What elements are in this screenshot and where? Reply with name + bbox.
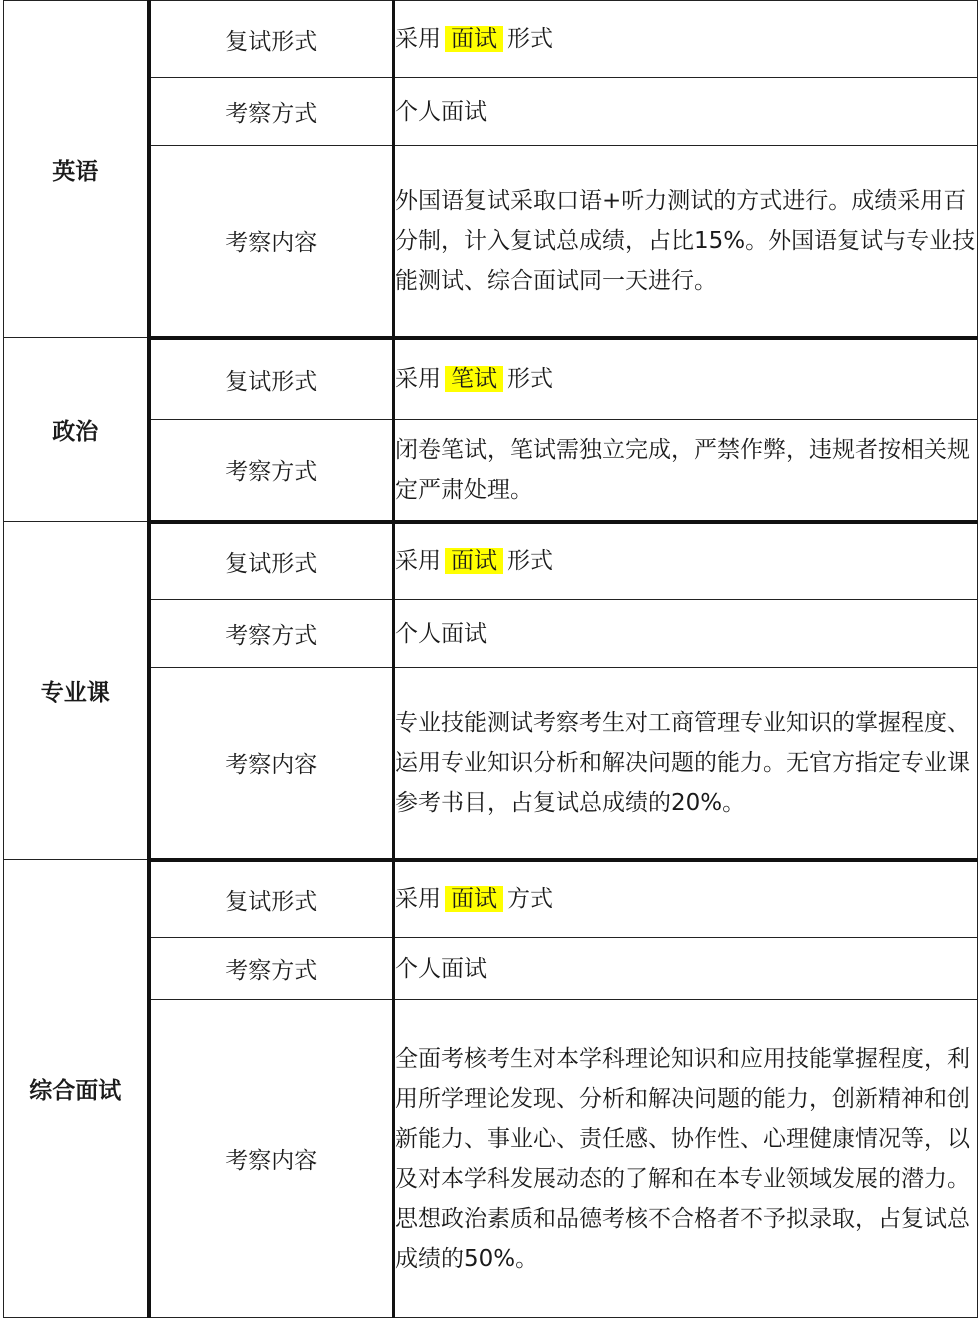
table-row (4, 1, 978, 78)
item-desc: 采用 笔试 形式 (394, 338, 978, 420)
item-desc: 个人面试 (394, 600, 978, 668)
item-label: 考察方式 (149, 78, 394, 146)
item-label: 考察内容 (149, 1000, 394, 1318)
subject-politics: 政治 (4, 338, 149, 522)
item-desc: 个人面试 (394, 78, 978, 146)
highlight-mark: 面试 (445, 886, 503, 912)
item-desc: 采用 面试 形式 (394, 1, 978, 78)
item-label: 复试形式 (149, 860, 394, 938)
item-label: 复试形式 (149, 338, 394, 420)
subject-english: 英语 (4, 1, 149, 338)
item-label: 考察方式 (149, 938, 394, 1000)
table-row (4, 1000, 978, 1318)
item-desc: 专业技能测试考察考生对工商管理专业知识的掌握程度、运用专业知识分析和解决问题的能力。无官方指定专业课参考书目，占复试总成绩的20%。 (394, 668, 978, 860)
table-row (4, 338, 978, 420)
table-row (4, 938, 978, 1000)
table-row (4, 146, 978, 338)
item-label: 复试形式 (149, 522, 394, 600)
table-row (4, 78, 978, 146)
subject-major-course: 专业课 (4, 522, 149, 860)
highlight-mark: 面试 (445, 26, 503, 52)
subject-comprehensive-interview: 综合面试 (4, 860, 149, 1318)
item-desc: 个人面试 (394, 938, 978, 1000)
item-label: 考察方式 (149, 420, 394, 522)
item-desc: 闭卷笔试，笔试需独立完成，严禁作弊，违规者按相关规定严肃处理。 (394, 420, 978, 522)
table-row (4, 522, 978, 600)
item-desc: 外国语复试采取口语+听力测试的方式进行。成绩采用百分制，计入复试总成绩，占比15%。外国语复试与专业技能测试、综合面试同一天进行。 (394, 146, 978, 338)
highlight-mark: 笔试 (445, 366, 503, 392)
item-desc: 全面考核考生对本学科理论知识和应用技能掌握程度，利用所学理论发现、分析和解决问题的能力，创新精神和创新能力、事业心、责任感、协作性、心理健康情况等，以及对本学科发展动态的了解和在本专业领域发展的潜力。思想政治素质和品德考核不合格者不予拟录取，占复试总成绩的50%。 (394, 1000, 978, 1318)
item-label: 考察内容 (149, 668, 394, 860)
item-desc: 采用 面试 方式 (394, 860, 978, 938)
highlight-mark: 面试 (445, 548, 503, 574)
table-row (4, 420, 978, 522)
table-row (4, 668, 978, 860)
table-row (4, 600, 978, 668)
item-label: 考察内容 (149, 146, 394, 338)
item-label: 考察方式 (149, 600, 394, 668)
table-row (4, 860, 978, 938)
retest-requirements-table (3, 0, 978, 1318)
item-label: 复试形式 (149, 1, 394, 78)
item-desc: 采用 面试 形式 (394, 522, 978, 600)
